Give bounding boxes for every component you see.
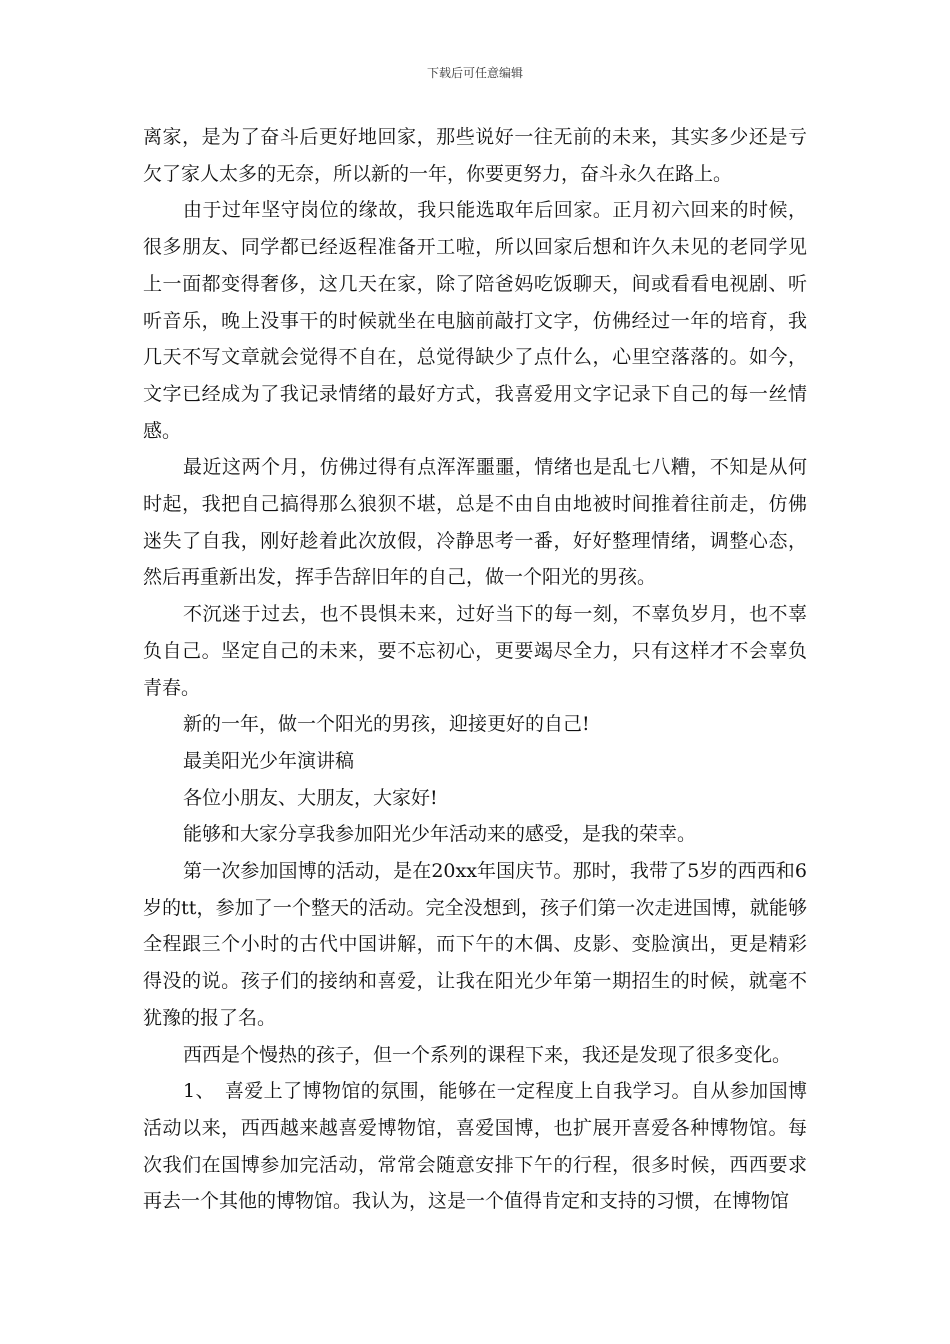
paragraph-9: 第一次参加国博的活动，是在20xx年国庆节。那时，我带了5岁的西西和6岁的tt，参加了一个整天的活动。完全没想到，孩子们第一次走进国博，就能够全程跟三个小时的古代中国讲解，而下午的木偶、皮影、变脸演出，更是精彩得没的说。孩子们的接纳和喜爱，让我在阳光少年第一期招生的时候，就毫不犹豫的报了名。	[143, 860, 807, 1029]
paragraph-4: 不沉迷于过去，也不畏惧未来，过好当下的每一刻，不辜负岁月，也不辜负自己。坚定自己的未来，要不忘初心，更要竭尽全力，只有这样才不会辜负青春。	[143, 603, 807, 699]
paragraph-3: 最近这两个月，仿佛过得有点浑浑噩噩，情绪也是乱七八糟，不知是从何时起，我把自己搞得那么狼狈不堪，总是不由自由地被时间推着往前走，仿佛迷失了自我，刚好趁着此次放假，冷静思考一番，好好整理情绪，调整心态，然后再重新出发，挥手告辞旧年的自己，做一个阳光的男孩。	[143, 456, 807, 589]
greeting: 各位小朋友、大朋友，大家好!	[183, 786, 438, 809]
paragraph-1: 离家，是为了奋斗后更好地回家，那些说好一往无前的未来，其实多少还是亏欠了家人太多的无奈，所以新的一年，你要更努力，奋斗永久在路上。	[143, 126, 807, 185]
speech-title: 最美阳光少年演讲稿	[183, 749, 355, 772]
paragraph-11: 1、 喜爱上了博物馆的氛围，能够在一定程度上自我学习。自从参加国博活动以来，西西越来越喜爱博物馆，喜爱国博，也扩展开喜爱各种博物馆。每次我们在国博参加完活动，常常会随意安排下午的行程，很多时候，西西要求再去一个其他的博物馆。我认为，这是一个值得肯定和支持的习惯，在博物馆	[143, 1080, 807, 1213]
paragraph-10: 西西是个慢热的孩子，但一个系列的课程下来，我还是发现了很多变化。	[183, 1043, 792, 1066]
paragraph-8: 能够和大家分享我参加阳光少年活动来的感受，是我的荣幸。	[183, 823, 697, 846]
document-body	[143, 119, 807, 1220]
page-header-note: 下载后可任意编辑	[426, 66, 523, 80]
paragraph-5: 新的一年，做一个阳光的男孩，迎接更好的自己!	[183, 713, 590, 736]
paragraph-2: 由于过年坚守岗位的缘故，我只能选取年后回家。正月初六回来的时候，很多朋友、同学都已经返程准备开工啦，所以回家后想和许久未见的老同学见上一面都变得奢侈，这几天在家，除了陪爸妈吃饭聊天，间或看看电视剧、听听音乐，晚上没事干的时候就坐在电脑前敲打文字，仿佛经过一年的培育，我几天不写文章就会觉得不自在，总觉得缺少了点什么，心里空落落的。如今，文字已经成为了我记录情绪的最好方式，我喜爱用文字记录下自己的每一丝情感。	[143, 199, 807, 442]
